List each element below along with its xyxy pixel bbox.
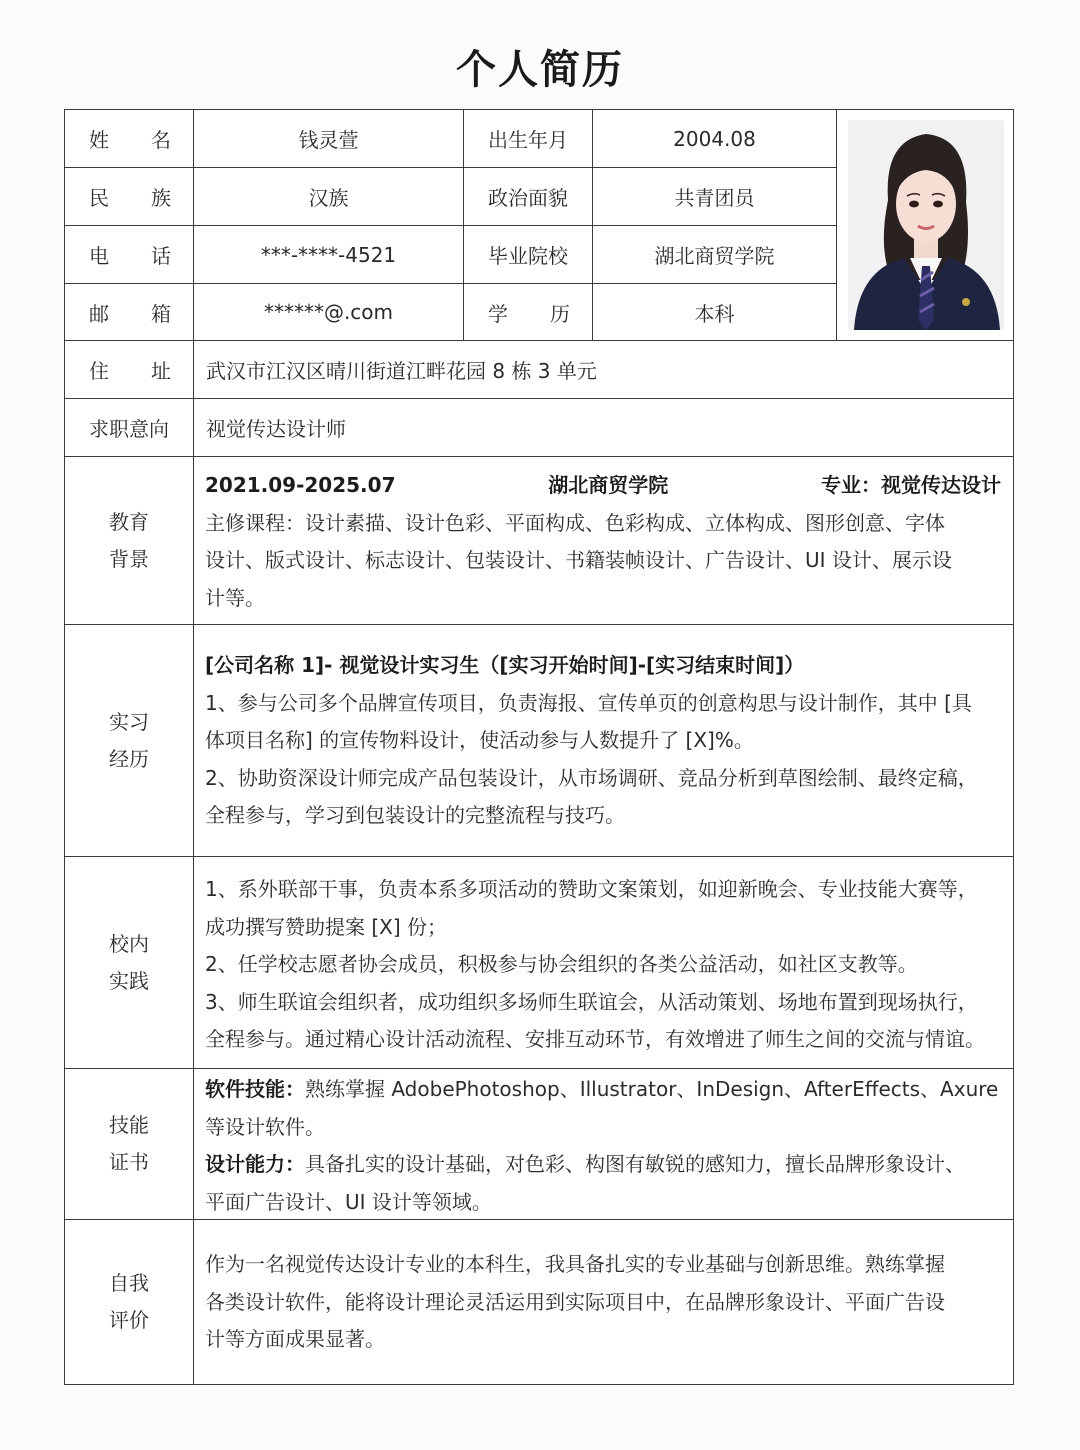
page-title: 个人简历 xyxy=(456,47,624,93)
self-eval-line: 计等方面成果显著。 xyxy=(205,1327,385,1351)
name-value: 钱灵萱 xyxy=(298,128,359,152)
software-skill-line: 等设计软件。 xyxy=(205,1114,325,1139)
education-content xyxy=(205,467,1005,617)
software-skill-line: 软件技能：熟练掌握 AdobePhotoshop、Illustrator、InDesign、AfterEffects、Axure xyxy=(205,1077,999,1101)
self-eval-content xyxy=(205,1246,1005,1359)
campus-line: 3、师生联谊会组织者，成功组织多场师生联谊会，从活动策划、场地布置到现场执行， xyxy=(205,989,978,1014)
school-label: 毕业院校 xyxy=(488,244,568,268)
self-eval-line: 各类设计软件，能将设计理论灵活运用到实际项目中，在品牌形象设计、平面广告设 xyxy=(205,1289,945,1314)
grid-line xyxy=(65,856,1013,857)
grid-line xyxy=(65,624,1013,625)
degree-label: 学 历 xyxy=(488,301,570,326)
internship-line: 体项目名称] 的宣传物料设计，使活动参与人数提升了 [X]%。 xyxy=(205,728,754,752)
degree-value: 本科 xyxy=(694,301,735,326)
education-period: 2021.09-2025.07 xyxy=(205,473,396,497)
self-eval-label: 自我 评价 xyxy=(109,1271,149,1332)
campus-label: 校内 实践 xyxy=(109,931,149,993)
skills-content xyxy=(205,1071,1005,1221)
campus-line: 1、系外联部干事，负责本系多项活动的赞助文案策划，如迎新晚会、专业技能大赛等， xyxy=(205,877,978,901)
name-label: 姓 名 xyxy=(89,128,171,152)
design-skill-label: 设计能力： xyxy=(205,1152,305,1176)
education-line: 计等。 xyxy=(205,585,265,610)
grid-line xyxy=(65,1068,1013,1069)
campus-content xyxy=(205,871,1005,1059)
campus-line: 全程参与。通过精心设计活动流程、安排互动环节，有效增进了师生之间的交流与情谊。 xyxy=(205,1027,985,1051)
portrait-image xyxy=(848,120,1004,330)
education-label: 教育 背景 xyxy=(109,509,149,571)
ethnic-label: 民 族 xyxy=(89,186,171,210)
design-skill-line: 设计能力：具备扎实的设计基础，对色彩、构图有敏锐的感知力，擅长品牌形象设计、 xyxy=(205,1152,965,1176)
address-label: 住 址 xyxy=(89,359,171,383)
skills-label: 技能 证书 xyxy=(109,1113,149,1174)
campus-line: 成功撰写赞助提案 [X] 份； xyxy=(205,914,448,939)
ethnic-value: 汉族 xyxy=(308,186,349,210)
profile-photo xyxy=(848,120,1004,330)
software-skill-label: 软件技能： xyxy=(205,1077,305,1101)
phone-label: 电 话 xyxy=(89,244,171,268)
address-value: 武汉市江汉区晴川街道江畔花园 8 栋 3 单元 xyxy=(206,359,597,383)
birth-value: 2004.08 xyxy=(673,126,756,151)
design-skill-line: 平面广告设计、UI 设计等领域。 xyxy=(205,1189,492,1214)
education-major: 专业：视觉传达设计 xyxy=(821,473,1001,497)
internship-line: 全程参与，学习到包装设计的完整流程与技巧。 xyxy=(205,803,625,827)
education-header xyxy=(205,467,1005,505)
internship-line: 2、协助资深设计师完成产品包装设计，从市场调研、竞品分析到草图绘制、最终定稿， xyxy=(205,765,978,790)
birth-label: 出生年月 xyxy=(488,128,568,152)
internship-line: 1、参与公司多个品牌宣传项目，负责海报、宣传单页的创意构思与设计制作，其中 [具 xyxy=(205,690,972,715)
phone-value: ***-****-4521 xyxy=(260,242,397,267)
campus-line: 2、任学校志愿者协会成员，积极参与协会组织的各类公益活动，如社区支教等。 xyxy=(205,952,918,976)
education-line: 设计、版式设计、标志设计、包装设计、书籍装帧设计、广告设计、UI 设计、展示设 xyxy=(205,548,952,572)
education-school: 湖北商贸学院 xyxy=(548,473,669,497)
school-value: 湖北商贸学院 xyxy=(654,244,775,268)
political-value: 共青团员 xyxy=(674,186,755,210)
email-label: 邮 箱 xyxy=(89,301,171,326)
self-eval-line: 作为一名视觉传达设计专业的本科生，我具备扎实的专业基础与创新思维。熟练掌握 xyxy=(205,1252,945,1276)
intent-label: 求职意向 xyxy=(89,417,169,441)
resume-table xyxy=(64,109,1014,1385)
grid-line xyxy=(65,456,1013,457)
political-label: 政治面貌 xyxy=(488,186,568,210)
education-line: 主修课程：设计素描、设计色彩、平面构成、色彩构成、立体构成、图形创意、字体 xyxy=(205,510,945,535)
email-value: ******@.com xyxy=(263,300,394,324)
internship-content xyxy=(205,647,1005,835)
internship-label: 实习 经历 xyxy=(109,709,149,771)
grid-line xyxy=(836,110,837,340)
internship-heading: [公司名称 1]- 视觉设计实习生（[实习开始时间]-[实习结束时间]） xyxy=(205,653,805,677)
intent-value: 视觉传达设计师 xyxy=(206,417,346,441)
